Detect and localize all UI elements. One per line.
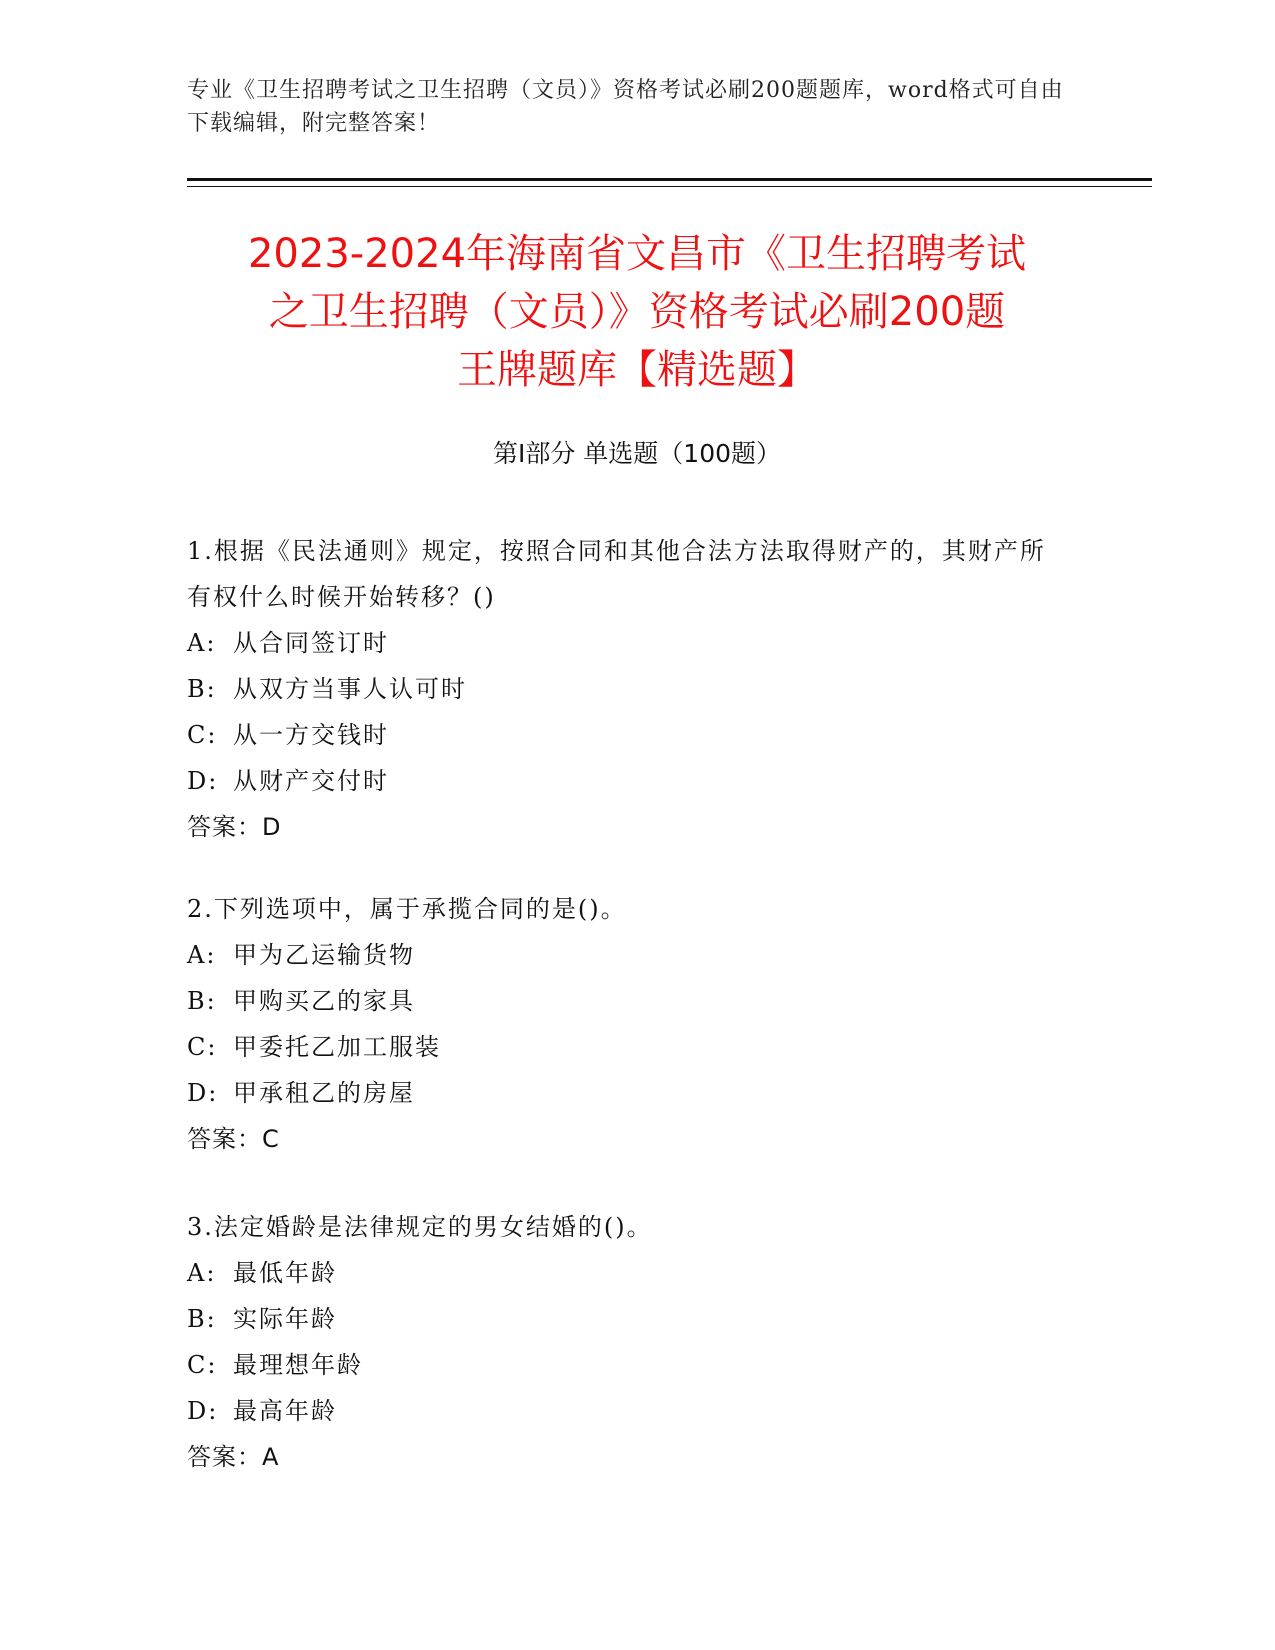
option-text: 从双方当事人认可时 [233,675,467,703]
answer-line: 答案：A [187,1443,280,1471]
answer-line: 答案：C [187,1125,280,1153]
option-key: B: [187,675,217,703]
question-stem: 1.根据《民法通则》规定，按照合同和其他合法方法取得财产的，其财产所有权什么时候开始转移？() [187,537,1046,611]
option-c [187,1024,1067,1070]
option-text: 甲为乙运输货物 [233,941,415,969]
option-c [187,712,1067,758]
option-key: D: [187,767,219,795]
title-line-1: 2023-2024年海南省文昌市《卫生招聘考试 [247,231,1027,277]
option-key: D: [187,1397,219,1425]
option-a [187,932,1067,978]
option-b [187,666,1067,712]
option-text: 实际年龄 [233,1305,337,1333]
option-d [187,1070,1067,1116]
option-key: A: [187,941,217,969]
option-text: 最高年龄 [233,1397,337,1425]
option-d [187,758,1067,804]
option-key: B: [187,1305,217,1333]
option-text: 最理想年龄 [233,1351,363,1379]
option-text: 甲承租乙的房屋 [233,1079,415,1107]
option-key: A: [187,1259,217,1287]
answer-line: 答案：D [187,813,282,841]
option-text: 从一方交钱时 [233,721,389,749]
option-a [187,1250,1067,1296]
header-rule-thin [187,186,1152,187]
question-stem: 3.法定婚龄是法律规定的男女结婚的()。 [187,1213,653,1241]
option-key: B: [187,987,217,1015]
option-key: D: [187,1079,219,1107]
option-key: C: [187,1033,218,1061]
option-key: C: [187,1351,218,1379]
option-text: 甲购买乙的家具 [233,987,415,1015]
option-b [187,1296,1067,1342]
question-2 [187,886,1067,1162]
header-rule-thick [187,178,1152,181]
document-title [187,225,1087,399]
section-heading: 第Ⅰ部分 单选题（100题） [492,439,782,468]
option-text: 从合同签订时 [233,629,389,657]
option-text: 从财产交付时 [233,767,389,795]
question-stem: 2.下列选项中，属于承揽合同的是()。 [187,895,627,923]
option-c [187,1342,1067,1388]
question-3 [187,1204,1067,1480]
option-text: 甲委托乙加工服装 [233,1033,441,1061]
option-b [187,978,1067,1024]
option-key: C: [187,721,218,749]
option-a [187,620,1067,666]
question-1 [187,528,1067,850]
title-line-2: 之卫生招聘（文员）》资格考试必刷200题 [268,289,1006,335]
header-note: 专业《卫生招聘考试之卫生招聘（文员）》资格考试必刷200题题库，word格式可自由下载编辑，附完整答案！ [187,78,1064,136]
option-text: 最低年龄 [233,1259,337,1287]
option-key: A: [187,629,217,657]
title-line-3: 王牌题库【精选题】 [457,347,817,393]
option-d [187,1388,1067,1434]
